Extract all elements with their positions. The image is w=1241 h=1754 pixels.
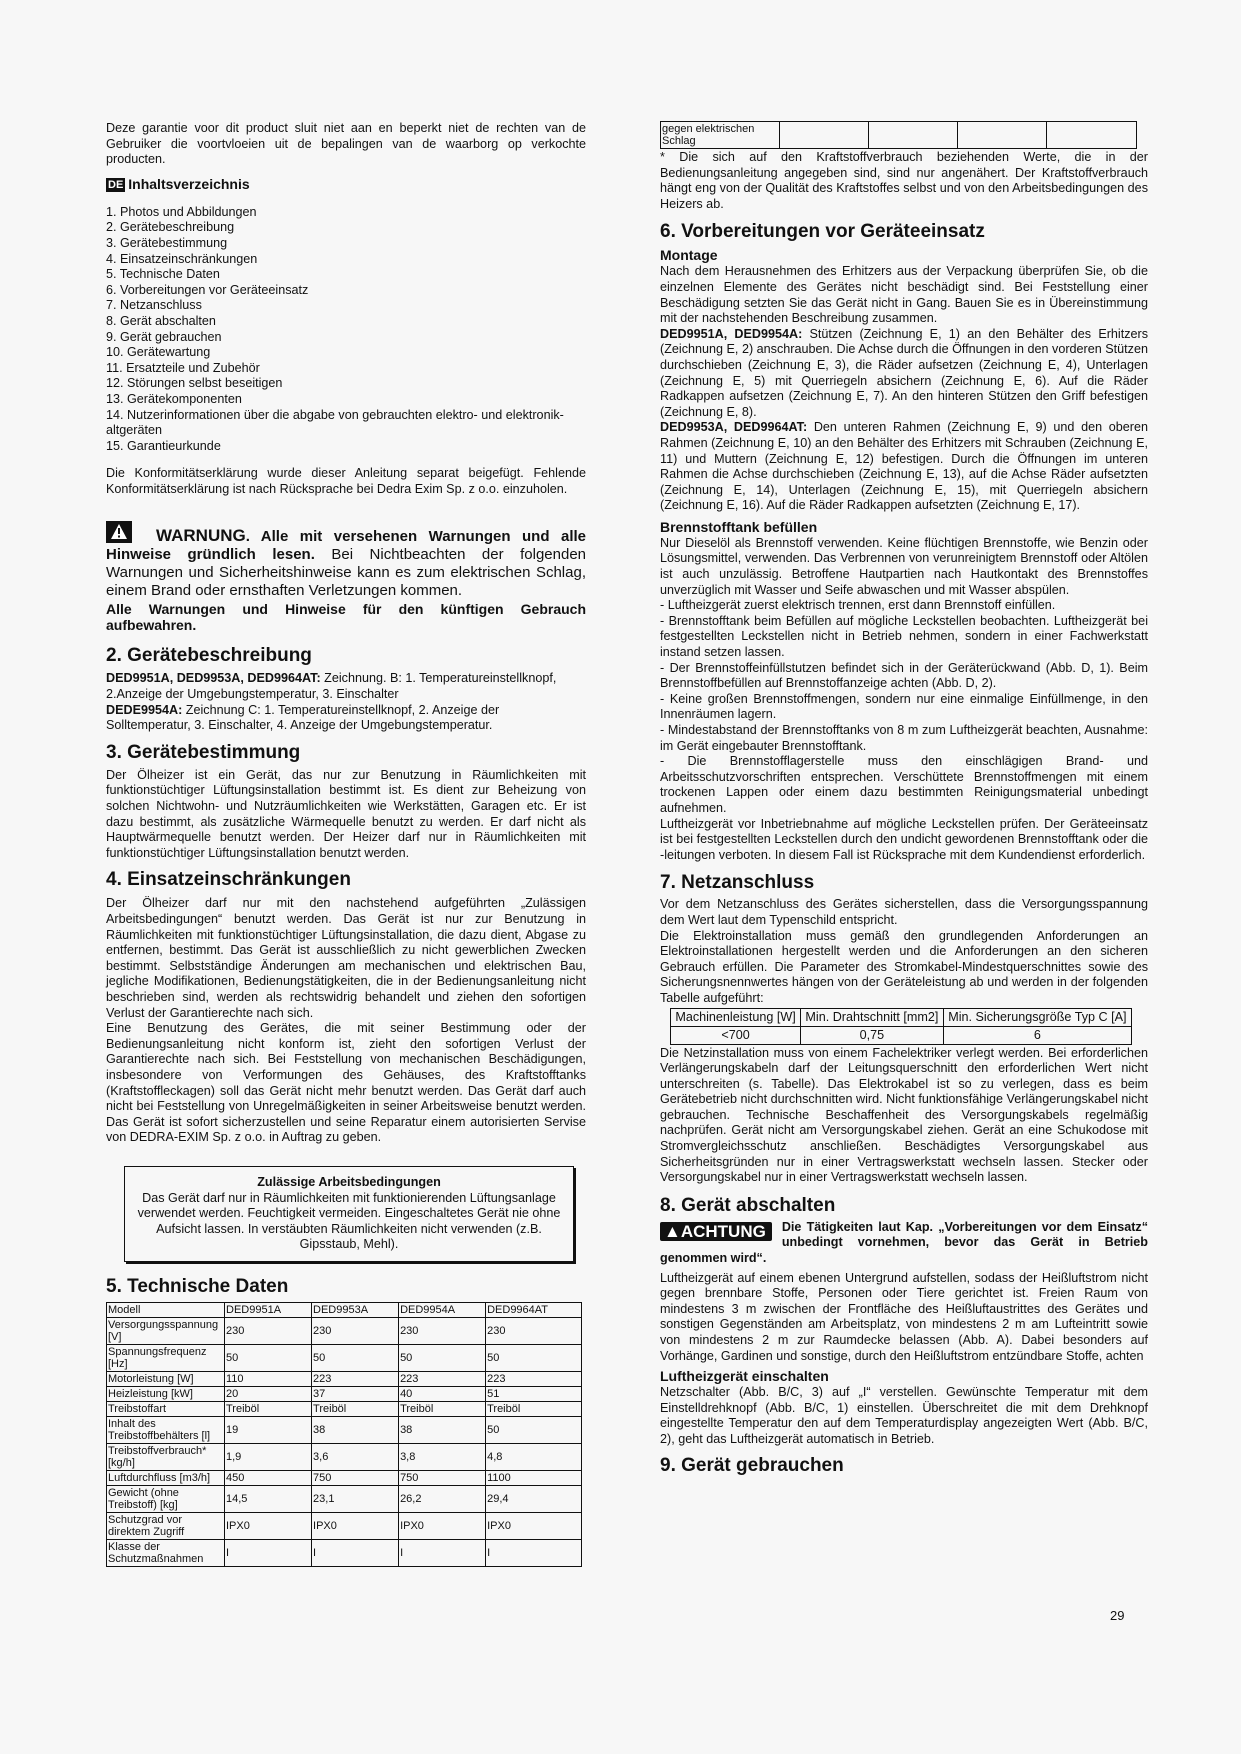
conformity-note: Die Konformitätserklärung wurde dieser Anleitung separat beigefügt. Fehlende Konformitätserklärung ist nach Rücksprache bei Dedra Exim Sp. z o.o. einzuholen. (106, 466, 586, 496)
box-text: Das Gerät darf nur in Räumlichkeiten mit funktionierenden Lüftungsanlage verwendet werden. Feuchtigkeit vermeiden. Eingeschaltetes Gerät nie ohne Aufsicht lassen. In verstäubten Räumlichkeiten nicht verwenden (z.B. Gipsstaub, Mehl). (137, 1190, 561, 1252)
section-9-title: 9. Gerät gebrauchen (660, 1454, 844, 1476)
table-cell: 37 (312, 1386, 399, 1401)
table-cell: 4,8 (486, 1443, 582, 1470)
warning-bold-text: . Alle mit versehenen Warnungen und alle Hinweise gründlich lesen. (106, 528, 586, 564)
language-badge: DE (108, 178, 124, 191)
warning-block (106, 521, 586, 633)
warning-word: WARNUNG (156, 526, 246, 546)
table-row (107, 1539, 582, 1566)
table-cell: 3,6 (312, 1443, 399, 1470)
toc-title: Inhaltsverzeichnis (128, 175, 250, 192)
cable-table (670, 1008, 1132, 1045)
table-cell: 38 (399, 1416, 486, 1443)
table-cell: Gewicht (ohne Treibstoff) [kg] (107, 1485, 225, 1512)
table-row (107, 1386, 582, 1401)
section-8-title: 8. Gerät abschalten (660, 1194, 836, 1216)
table-row (107, 1416, 582, 1443)
table-cell: 19 (225, 1416, 312, 1443)
fuel-paragraph: - Luftheizgerät zuerst elektrisch trennen, erst dann Brennstoff einfüllen. (660, 598, 1056, 613)
montage-step-2 (660, 420, 1148, 514)
table-row (107, 1317, 582, 1344)
toc-item: 3. Gerätebestimmung (106, 235, 228, 250)
table-header: Min. Drahtschnitt [mm2] (801, 1008, 944, 1026)
table-cell: Klasse der Schutzmaßnahmen (107, 1539, 225, 1566)
switch-on-title: Luftheizgerät einschalten (660, 1368, 829, 1385)
table-cell: 230 (312, 1317, 399, 1344)
models-label: DEDE9954A: (106, 702, 183, 717)
table-cell: Treibstoffverbrauch* [kg/h] (107, 1443, 225, 1470)
toc-item: 2. Gerätebeschreibung (106, 220, 235, 235)
table-cell: Inhalt des Treibstoffbehälters [l] (107, 1416, 225, 1443)
fuel-paragraph: - Keine großen Brennstoffmengen, sondern nur eine einmalige Einfüllmenge, in den Innenräumen lagern. (660, 691, 1148, 722)
section-3-text: Der Ölheizer ist ein Gerät, das nur zur Benutzung in Räumlichkeiten mit funktionstüchtiger Lüftungsinstallation bestimmt ist. Es dient zur Beheizung von solchen Nichtwohn- und Nutzräumlichkeiten wie Werkstätten, Garagen etc. Er ist dazu bestimmt, als zusätzliche Wärmequelle benutzt zu werden. Er darf nicht als Hauptwärmequelle benutzt werden. Der Heizer darf nur in Räumlichkeiten mit funktionstüchtiger Lüftungsinstallation benutzt werden. (106, 767, 586, 860)
table-cell: 23,1 (312, 1485, 399, 1512)
table-cell: 230 (225, 1317, 312, 1344)
table-row (107, 1344, 582, 1371)
achtung-block (660, 1220, 1148, 1267)
toc-item: 13. Gerätekomponenten (106, 391, 242, 406)
table-cell: 450 (225, 1470, 312, 1485)
section-5-title: 5. Technische Daten (106, 1275, 289, 1297)
achtung-badge (660, 1222, 772, 1242)
table-cell: <700 (671, 1026, 801, 1044)
description-text: Zeichnung. B: 1. Temperatureinstellknopf, 2.Anzeige der Umgebungstemperatur, 3. Einschalter (106, 671, 557, 702)
working-conditions-box (124, 1166, 574, 1262)
table-row (107, 1485, 582, 1512)
toc-item: 10. Gerätewartung (106, 345, 211, 360)
table-cell: Luftdurchfluss [m3/h] (107, 1470, 225, 1485)
table-cell: I (486, 1539, 582, 1566)
table-cell: 110 (225, 1371, 312, 1386)
table-cell: 750 (399, 1470, 486, 1485)
table-header: Modell (107, 1302, 225, 1317)
models-label: DED9951A, DED9954A: (660, 326, 803, 341)
montage-title: Montage (660, 247, 718, 264)
table-cell: Spannungsfrequenz [Hz] (107, 1344, 225, 1371)
table-cell: IPX0 (486, 1512, 582, 1539)
table-header: DED9964AT (486, 1302, 582, 1317)
table-cell (958, 122, 1047, 149)
toc-item: 7. Netzanschluss (106, 298, 202, 313)
table-cell: 50 (312, 1344, 399, 1371)
table-cell: 0,75 (801, 1026, 944, 1044)
models-label: DED9951A, DED9953A, DED9964AT: (106, 671, 321, 686)
toc-item: 11. Ersatzteile und Zubehör (106, 360, 260, 375)
table-cell: Treiböl (486, 1401, 582, 1416)
table-cell: IPX0 (312, 1512, 399, 1539)
section-4-title: 4. Einsatzeinschränkungen (106, 869, 351, 891)
table-cell: 50 (486, 1416, 582, 1443)
table-cell: 50 (225, 1344, 312, 1371)
table-cell: 3,8 (399, 1443, 486, 1470)
left-column (106, 0, 586, 1567)
models-label: DED9953A, DED9964AT: (660, 420, 808, 435)
table-cell: Treiböl (399, 1401, 486, 1416)
warning-keep: Alle Warnungen und Hinweise für den künftigen Gebrauch aufbewahren. (106, 601, 586, 634)
toc-item: 14. Nutzerinformationen über die abgabe von gebrauchten elektro- und elektronik-altgeräten (106, 407, 564, 438)
table-cell: 223 (486, 1371, 582, 1386)
consumption-footnote: * Die sich auf den Kraftstoffverbrauch beziehenden Werte, die in der Bedienungsanleitung angegeben sind, sind nur angenähert. Der Kraftstoffverbrauch hängt eng von der Qualität des Kraftstoffes selbst und von den Arbeitsbedingungen des Heizers ab. (660, 150, 1148, 211)
table-cell: Heizleistung [kW] (107, 1386, 225, 1401)
section-7-text-2: Die Elektroinstallation muss gemäß den grundlegenden Anforderungen an Elektroinstallationen hergestellt werden und die Anforderungen an den sicheren Gebrauch erfüllen. Die Parameter des Stromkabel-Mindestquerschnittes sowie des Sicherungsnennwertes hängen von der Geräteleistung ab und werden in der folgenden Tabelle aufgeführt: (660, 928, 1148, 1005)
table-header-row (107, 1302, 582, 1317)
table-cell: Motorleistung [W] (107, 1371, 225, 1386)
table-cell: Treiböl (312, 1401, 399, 1416)
table-cell: 1100 (486, 1470, 582, 1485)
table-cell: 223 (312, 1371, 399, 1386)
table-header: DED9954A (399, 1302, 486, 1317)
toc-item: 1. Photos und Abbildungen (106, 204, 257, 219)
fuel-tank-title: Brennstofftank befüllen (660, 518, 818, 535)
right-column (660, 0, 1148, 1477)
table-cell: 750 (312, 1470, 399, 1485)
box-title: Zulässige Arbeitsbedingungen (257, 1174, 441, 1189)
table-cell: 26,2 (399, 1485, 486, 1512)
fuel-paragraph: - Der Brennstoffeinfüllstutzen befindet sich in der Geräterückwand (Abb. D, 1). Beim Brennstoffbefüllen auf Brennstoffanzeige achten (Abb. D, 2). (660, 660, 1148, 691)
table-cell: IPX0 (225, 1512, 312, 1539)
toc-item: 6. Vorbereitungen vor Geräteeinsatz (106, 282, 309, 297)
table-cell: Versorgungsspannung [V] (107, 1317, 225, 1344)
table-header: Min. Sicherungsgröße Typ C [A] (943, 1008, 1131, 1026)
warning-icon (106, 521, 132, 543)
fuel-paragraph: - Die Brennstofflagerstelle muss den einschlägigen Brand- und Arbeitsschutzvorschriften entsprechen. Verschüttete Brennstoffmengen mit einem trockenen Lappen oder einem dazu bestimmten Reinigungsmaterial unbedingt aufnehmen. (660, 754, 1148, 815)
montage-text-1: Stützen (Zeichnung E, 1) an den Behälter des Erhitzers (Zeichnung E, 2) anschrauben. Die Achse durch die Öffnungen in den vorderen Stützen durchschieben (Zeichnung E, 3), die Räder aufsetzen (Zeichnung E, 4), Unterlagen (Zeichnung E, 5) mit Querriegeln absichern (Zeichnung E, 6). Auf die Räder Radkappen aufsetzen (Zeichnung E, 7). An den hinteren Stützen den Griff befestigen (Zeichnung E, 8). (660, 326, 1148, 419)
fuel-paragraph: Nur Dieselöl als Brennstoff verwenden. Keine flüchtigen Brennstoffe, wie Benzin oder Lösungsmittel, verwenden. Das Verbrennen von verunreinigtem Brennstoff oder Altölen ist auch unzulässig. Betroffene Hautpartien nach Hautkontakt des Brennstoffes unverzüglich mit Wasser und Seife abwaschen und mit Wasser abspülen. (660, 535, 1148, 597)
toc-item: 5. Technische Daten (106, 267, 220, 282)
table-cell: Treiböl (225, 1401, 312, 1416)
warning-icon: ▲ (664, 1221, 681, 1241)
montage-text: Nach dem Herausnehmen des Erhitzers aus der Verpackung überprüfen Sie, ob die einzelnen Elemente des Gerätes nicht beschädigt sind. Bei Feststellung einer Beschädigung setzten Sie das Gerät nicht in Gang. Bauen Sie es in Übereinstimmung mit der nachstehenden Beschreibung zusammen. (660, 264, 1148, 326)
achtung-text: Die Tätigkeiten laut Kap. „Vorbereitungen vor dem Einsatz“ unbedingt vornehmen, bevor das Gerät in Betrieb genommen wird“. (660, 1219, 1148, 1266)
technical-data-table (106, 1302, 582, 1567)
technical-data-table-continued (660, 121, 1137, 149)
table-cell (869, 122, 958, 149)
table-cell: 230 (399, 1317, 486, 1344)
table-of-contents (106, 205, 586, 455)
table-row (107, 1443, 582, 1470)
table-header: DED9953A (312, 1302, 399, 1317)
table-row (107, 1512, 582, 1539)
warning-text: Bei Nichtbeachten der folgenden Warnungen und Sicherheitshinweise kann es zum elektrischen Schlag, einem Brand oder ernsthaften Verletzungen kommen. (106, 546, 586, 600)
section-7-title: 7. Netzanschluss (660, 872, 815, 894)
table-cell: 230 (486, 1317, 582, 1344)
table-cell: IPX0 (399, 1512, 486, 1539)
section-2-title: 2. Gerätebeschreibung (106, 645, 312, 667)
table-cell: I (312, 1539, 399, 1566)
montage-step-1 (660, 327, 1148, 421)
toc-item: 12. Störungen selbst beseitigen (106, 376, 283, 391)
toc-item: 4. Einsatzeinschränkungen (106, 251, 258, 266)
switch-on-text: Netzschalter (Abb. B/C, 3) auf „I“ verstellen. Gewünschte Temperatur mit dem Einstelldrehknopf (Abb. B/C, 1) einstellen. Überschreitet die mit dem Drehknopf eingestellte Temperatur den auf dem Temperaturdisplay angezeigten Wert (Abb. B/C, 2), geht das Luftheizgerät automatisch in Betrieb. (660, 1385, 1148, 1446)
table-cell: 14,5 (225, 1485, 312, 1512)
table-cell (1047, 122, 1137, 149)
table-header: Machinenleistung [W] (671, 1008, 801, 1026)
section-8-text: Luftheizgerät auf einem ebenen Untergrund aufstellen, sodass der Heißluftstrom nicht gegen brennbare Stoffe, Personen oder Tiere gerichtet ist. Freien Raum von mindestens 3 m zwischen der Frontfläche des Heißluftaustrittes des Gerätes und sonstigen Gegenständen am Arbeitsplatz, von mindestens 2 m am Lufteintritt sowie von mindestens 2 m zur Raumdecke belassen (Abb. A). Dabei besonders auf Vorhänge, Gardinen und sonstige, durch den Heißluftstrom entzündbare Stoffe, achten (660, 1270, 1148, 1363)
table-header: DED9951A (225, 1302, 312, 1317)
table-row (107, 1470, 582, 1485)
table-cell: 51 (486, 1386, 582, 1401)
table-cell: Schutzgrad vor direktem Zugriff (107, 1512, 225, 1539)
table-row (107, 1401, 582, 1416)
toc-item: 8. Gerät abschalten (106, 313, 216, 328)
table-cell: I (399, 1539, 486, 1566)
fuel-paragraph: Luftheizgerät vor Inbetriebnahme auf mögliche Leckstellen prüfen. Der Geräteeinsatz ist bei festgestellten Leckstellen durch den undicht gewordenen Brennstofftank oder die -leitungen verboten. In diesem Fall ist Rücksprache mit dem Kundendienst erforderlich. (660, 816, 1148, 862)
section-3-title: 3. Gerätebestimmung (106, 741, 301, 763)
toc-item: 9. Gerät gebrauchen (106, 329, 222, 344)
table-cell: Treibstoffart (107, 1401, 225, 1416)
section-4-text-1: Der Ölheizer darf nur mit den nachstehend aufgeführten „Zulässigen Arbeitsbedingungen“ benutzt werden. Das Gerät ist nur zur Benutzung in Räumlichkeiten mit funktionstüchtiger Lüftungsinstallation, die dazu dient, Abgase zu entfernen, bestimmt. Das Gerät ist ausschließlich zu nicht gewerblichen Zwecken bestimmt. Selbstständige Änderungen am mechanischen und elektrischen Bau, jegliche Modifikationen, Bedienungstätigkeiten, die in der Bedienungsanleitung nicht beschrieben sind, werden als rechtswidrig behandelt und ziehen den sofortigen Verlust der Garantierechte nach sich. (106, 896, 586, 1020)
table-cell: 29,4 (486, 1485, 582, 1512)
table-cell: 50 (399, 1344, 486, 1371)
table-cell: 223 (399, 1371, 486, 1386)
section-6-title: 6. Vorbereitungen vor Geräteeinsatz (660, 221, 985, 243)
table-cell: gegen elektrischen Schlag (661, 122, 780, 149)
table-row (107, 1371, 582, 1386)
section-2-text (106, 671, 586, 733)
table-cell: 1,9 (225, 1443, 312, 1470)
fuel-paragraph: - Mindestabstand der Brennstofftanks von 8 m zum Luftheizgerät beachten, Ausnahme: im Gerät eingebauter Brennstofftank. (660, 723, 1148, 753)
section-4-text-2: Eine Benutzung des Gerätes, die mit seiner Bestimmung oder der Bedienungsanleitung nicht konform ist, zieht den sofortigen Verlust der Garantierechte nach sich. Bei Feststellung von mechanischen Beschädigungen, insbesondere von Verformungen des Gehäuses, des Kraftstofftanks (Kraftstoffleckagen) soll das Gerät nicht mehr benutzt werden. Das Gerät darf auch nicht bei Feststellung von Unregelmäßigkeiten in seiner Arbeitsweise benutzt werden. Das Gerät ist sofort sicherzustellen und seine Reparatur einem autorisierten Servise von DEDRA-EXIM Sp. z o.o. in Auftrag zu geben. (106, 1021, 586, 1145)
section-7-text-1: Vor dem Netzanschluss des Gerätes sicherstellen, dass die Versorgungsspannung dem Wert laut dem Typenschild entspricht. (660, 897, 1148, 927)
description-text: Zeichnung C: 1. Temperatureinstellknopf, 2. Anzeige der Solltemperatur, 3. Einschalter, 4. Anzeige der Umgebungstemperatur. (106, 702, 500, 733)
toc-item: 15. Garantieurkunde (106, 438, 221, 453)
achtung-label: ACHTUNG (680, 1221, 766, 1241)
page-number: 29 (1110, 1608, 1125, 1623)
section-7-text-3: Die Netzinstallation muss von einem Fachelektriker verlegt werden. Bei erforderlichen Verlängerungskabeln darf der Leitungsquerschnitt den erforderlichen Wert nicht unterschreiten (s. Tabelle). Das Elektrokabel ist so zu verlegen, dass es beim Gerätebetrieb nicht durchschnitten wird. Nicht funktionsfähige Verlängerungskabel nicht gebrauchen. Technische Beschaffenheit des Versorgungskabels regelmäßig nachprüfen. Gerät nicht am Versorgungskabel ziehen. Gerät an eine Schukodose mit Stromvergleichsschutz anschließen. Beschädigtes Versorgungskabel aus Sicherheitsgründen nur in einer Vertragswerkstatt wechseln lassen. Stecker oder Versorgungskabel nur in einer Vertragswerkstatt wechseln lassen. (660, 1045, 1148, 1185)
montage-text-2: Den unteren Rahmen (Zeichnung E, 9) und den oberen Rahmen (Zeichnung E, 10) an den Behälter des Erhitzers mit Schrauben (Zeichnung E, 11) und Muttern (Zeichnung E, 12) befestigen. Durch die Öffnungen im unteren Rahmen die Achse durchschieben (Zeichnung E, 13), auf die Achse Räder aufsetzten (Zeichnung E, 14), Unterlagen (Zeichnung E, 15), mit Querriegeln absichern (Zeichnung E, 16). Auf die Räder Radkappen aufsetzten (Zeichnung E, 17). (660, 420, 1148, 513)
toc-heading (106, 176, 586, 193)
table-cell (780, 122, 869, 149)
intro-paragraph: Deze garantie voor dit product sluit niet aan en beperkt niet de rechten van de Gebruiker die voortvloeien uit de bepalingen van de waarborg op verkochte producten. (106, 121, 586, 167)
fuel-paragraph: - Brennstofftank beim Befüllen auf mögliche Leckstellen beobachten. Luftheizgerät bei festgestellten Leckstellen nicht in Betrieb nehmen, sondern in einer Fachwerkstatt instand setzen lassen. (660, 613, 1148, 660)
table-cell: 50 (486, 1344, 582, 1371)
table-cell: 40 (399, 1386, 486, 1401)
table-cell: 38 (312, 1416, 399, 1443)
table-cell: 6 (943, 1026, 1131, 1044)
table-cell: I (225, 1539, 312, 1566)
table-cell: 20 (225, 1386, 312, 1401)
